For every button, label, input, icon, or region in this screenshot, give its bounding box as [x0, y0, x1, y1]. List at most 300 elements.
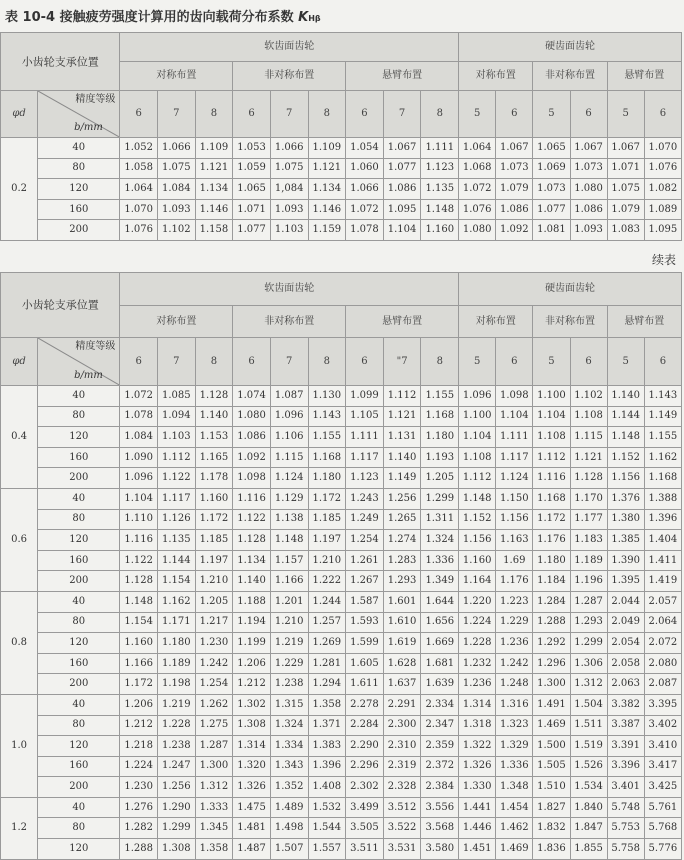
width-value: 160 — [38, 447, 120, 468]
factor-value: 1.454 — [496, 797, 533, 818]
factor-value: 1.228 — [459, 633, 496, 654]
factor-value: 3.556 — [421, 797, 459, 818]
factor-value: 1.146 — [308, 199, 346, 220]
factor-value: 1.108 — [570, 406, 607, 427]
grade-header: 8 — [195, 91, 233, 138]
table-row — [1, 612, 682, 633]
factor-value: 1.311 — [421, 509, 459, 530]
factor-value: 1.143 — [308, 406, 346, 427]
factor-value: 1.176 — [496, 571, 533, 592]
phi-value: 0.8 — [1, 591, 38, 694]
factor-value: 2.284 — [346, 715, 384, 736]
factor-value: 1.345 — [195, 818, 233, 839]
factor-value: 2.291 — [383, 694, 421, 715]
factor-value: 1.170 — [570, 488, 607, 509]
factor-value: 1.155 — [421, 386, 459, 407]
factor-value: 1.053 — [233, 138, 271, 159]
factor-value: 1.481 — [233, 818, 271, 839]
factor-value: 1.086 — [383, 179, 421, 200]
factor-value: 1.078 — [120, 406, 158, 427]
factor-value: 1.316 — [496, 694, 533, 715]
factor-value: 1.144 — [158, 550, 196, 571]
factor-value: 1.148 — [270, 530, 308, 551]
factor-value: 1.302 — [233, 694, 271, 715]
factor-value: 1.287 — [570, 591, 607, 612]
factor-value: 1.238 — [270, 674, 308, 695]
factor-value: 1.111 — [346, 427, 384, 448]
factor-value: 1.656 — [421, 612, 459, 633]
factor-value: 1.111 — [421, 138, 459, 159]
factor-value: 1.238 — [158, 736, 196, 757]
width-value: 120 — [38, 839, 120, 860]
width-value: 160 — [38, 756, 120, 777]
factor-value: 1.601 — [383, 591, 421, 612]
factor-value: 1.075 — [607, 179, 644, 200]
factor-value: 1.116 — [533, 468, 570, 489]
factor-value: 1.140 — [233, 571, 271, 592]
factor-value: 1.093 — [158, 199, 196, 220]
factor-value: 1.185 — [308, 509, 346, 530]
factor-value: 1.112 — [383, 386, 421, 407]
factor-value: 1.230 — [120, 777, 158, 798]
factor-value: 1.123 — [346, 468, 384, 489]
factor-value: 1.69 — [496, 550, 533, 571]
grade-header: 5 — [533, 338, 570, 386]
factor-value: 1.140 — [383, 447, 421, 468]
factor-value: 2.072 — [644, 633, 681, 654]
factor-value: 1.288 — [533, 612, 570, 633]
factor-value: 1.103 — [158, 427, 196, 448]
hard-gear-header: 硬齿面齿轮 — [459, 33, 682, 62]
factor-value: 1.184 — [533, 571, 570, 592]
factor-value: 2.334 — [421, 694, 459, 715]
factor-value: 1.219 — [158, 694, 196, 715]
factor-value: 1.096 — [459, 386, 496, 407]
factor-value: 1.168 — [308, 447, 346, 468]
factor-value: 1.117 — [158, 488, 196, 509]
factor-value: 1.282 — [120, 818, 158, 839]
factor-value: 1.293 — [570, 612, 607, 633]
factor-value: 1.222 — [308, 571, 346, 592]
factor-value: 1.395 — [607, 571, 644, 592]
factor-value: 1.069 — [533, 158, 570, 179]
factor-value: 3.417 — [644, 756, 681, 777]
arrangement-header: 对称布置 — [120, 62, 233, 91]
factor-value: 1.168 — [421, 406, 459, 427]
factor-value: 5.758 — [607, 839, 644, 860]
grade-header: 7 — [158, 91, 196, 138]
factor-value: 1.469 — [496, 839, 533, 860]
factor-value: 1.070 — [120, 199, 158, 220]
factor-value: 1.274 — [383, 530, 421, 551]
arrangement-header: 对称布置 — [120, 306, 233, 338]
grade-header: 5 — [607, 338, 644, 386]
factor-value: 1.140 — [607, 386, 644, 407]
factor-value: 1.172 — [195, 509, 233, 530]
factor-value: 1.157 — [270, 550, 308, 571]
factor-value: 1.115 — [570, 427, 607, 448]
factor-value: 1.197 — [308, 530, 346, 551]
factor-value: 1.080 — [233, 406, 271, 427]
factor-value: 5.776 — [644, 839, 681, 860]
factor-value: 1.230 — [195, 633, 233, 654]
factor-value: 1.096 — [120, 468, 158, 489]
factor-value: 1.587 — [346, 591, 384, 612]
factor-value: 1.827 — [533, 797, 570, 818]
factor-value: 1.076 — [644, 158, 681, 179]
factor-value: 1.244 — [308, 591, 346, 612]
table-row — [1, 694, 682, 715]
factor-value: 1.104 — [459, 427, 496, 448]
factor-value: 1.326 — [459, 756, 496, 777]
factor-value: 1.487 — [233, 839, 271, 860]
factor-value: 2.300 — [383, 715, 421, 736]
factor-value: 1.177 — [570, 509, 607, 530]
factor-value: 1.086 — [570, 199, 607, 220]
grade-header: 6 — [644, 338, 681, 386]
factor-value: 1.155 — [308, 427, 346, 448]
factor-value: 1.065 — [233, 179, 271, 200]
factor-value: 3.396 — [607, 756, 644, 777]
factor-value: 1.300 — [195, 756, 233, 777]
factor-value: 2.054 — [607, 633, 644, 654]
factor-value: 1.075 — [158, 158, 196, 179]
width-value: 120 — [38, 179, 120, 200]
factor-value: 1.079 — [607, 199, 644, 220]
factor-value: 1.153 — [195, 427, 233, 448]
arrangement-header: 悬臂布置 — [607, 306, 681, 338]
factor-value: 1.288 — [120, 839, 158, 860]
width-value: 200 — [38, 571, 120, 592]
factor-value: 3.499 — [346, 797, 384, 818]
factor-value: 3.387 — [607, 715, 644, 736]
factor-value: 1.152 — [607, 447, 644, 468]
factor-value: 1.106 — [270, 427, 308, 448]
factor-value: 1.073 — [496, 158, 533, 179]
factor-value: 1.070 — [644, 138, 681, 159]
factor-value: 1.185 — [195, 530, 233, 551]
factor-value: 2.310 — [383, 736, 421, 757]
factor-value: 1.832 — [533, 818, 570, 839]
factor-value: 1.084 — [158, 179, 196, 200]
factor-value: 1.098 — [233, 468, 271, 489]
factor-value: 1.205 — [195, 591, 233, 612]
factor-value: 1.122 — [233, 509, 271, 530]
factor-value: 1.087 — [270, 386, 308, 407]
factor-value: 1.229 — [496, 612, 533, 633]
table-title — [5, 6, 321, 25]
factor-value: 1.156 — [459, 530, 496, 551]
factor-value: 1.475 — [233, 797, 271, 818]
factor-value: 1.249 — [346, 509, 384, 530]
factor-value: 1.510 — [533, 777, 570, 798]
factor-value: 1.163 — [496, 530, 533, 551]
load-factor-table-part1 — [0, 32, 682, 241]
phi-value: 1.0 — [1, 694, 38, 797]
phi-value: 0.2 — [1, 138, 38, 241]
factor-value: 1.104 — [533, 406, 570, 427]
table-row — [1, 571, 682, 592]
factor-value: 1.599 — [346, 633, 384, 654]
table-row — [1, 386, 682, 407]
factor-value: 1.080 — [570, 179, 607, 200]
table-title-text: 表 10-4 接触疲劳强度计算用的齿向载荷分布系数 — [5, 10, 299, 25]
factor-value: 1.644 — [421, 591, 459, 612]
factor-value: 1,084 — [270, 179, 308, 200]
width-value: 40 — [38, 797, 120, 818]
factor-value: 1.158 — [195, 220, 233, 241]
factor-value: 1.159 — [308, 220, 346, 241]
soft-gear-header: 软齿面齿轮 — [120, 273, 459, 306]
factor-value: 1.299 — [158, 818, 196, 839]
factor-value: 1.323 — [496, 715, 533, 736]
factor-value: 1.077 — [533, 199, 570, 220]
factor-value: 1.176 — [533, 530, 570, 551]
factor-value: 1.112 — [459, 468, 496, 489]
table-row — [1, 818, 682, 839]
soft-gear-header: 软齿面齿轮 — [120, 33, 459, 62]
factor-value: 1.122 — [158, 468, 196, 489]
factor-value: 1.180 — [533, 550, 570, 571]
factor-value: 1.376 — [607, 488, 644, 509]
factor-value: 1.557 — [308, 839, 346, 860]
width-value: 200 — [38, 468, 120, 489]
factor-value: 1.066 — [158, 138, 196, 159]
factor-value: 1.283 — [383, 550, 421, 571]
factor-value: 1.074 — [233, 386, 271, 407]
factor-value: 1.149 — [644, 406, 681, 427]
factor-value: 1.628 — [383, 653, 421, 674]
factor-value: 1.324 — [421, 530, 459, 551]
grade-header: 6 — [120, 338, 158, 386]
factor-value: 1.308 — [233, 715, 271, 736]
factor-value: 1.419 — [644, 571, 681, 592]
factor-value: 1.099 — [346, 386, 384, 407]
factor-value: 3.391 — [607, 736, 644, 757]
factor-value: 1.071 — [233, 199, 271, 220]
factor-value: 1.188 — [233, 591, 271, 612]
factor-value: 1.639 — [421, 674, 459, 695]
factor-value: 1.150 — [496, 488, 533, 509]
factor-value: 1.247 — [158, 756, 196, 777]
factor-value: 3.402 — [644, 715, 681, 736]
factor-value: 1.275 — [195, 715, 233, 736]
factor-value: 2.347 — [421, 715, 459, 736]
table-row — [1, 736, 682, 757]
factor-value: 1.172 — [308, 488, 346, 509]
factor-value: 2.044 — [607, 591, 644, 612]
factor-value: 1.324 — [270, 715, 308, 736]
factor-value: 1.526 — [570, 756, 607, 777]
arrangement-header: 悬臂布置 — [346, 306, 459, 338]
grade-header: 6 — [346, 338, 384, 386]
table-row — [1, 138, 682, 159]
table-row — [1, 756, 682, 777]
factor-value: 2.290 — [346, 736, 384, 757]
factor-value: 1.160 — [421, 220, 459, 241]
grade-header: 6 — [570, 91, 607, 138]
factor-value: 1.314 — [233, 736, 271, 757]
factor-value: 1.108 — [459, 447, 496, 468]
factor-value: 1.112 — [533, 447, 570, 468]
factor-value: 1.090 — [120, 447, 158, 468]
factor-value: 1.105 — [346, 406, 384, 427]
grade-header: 6 — [233, 338, 271, 386]
factor-value: 1.082 — [644, 179, 681, 200]
factor-value: 1.189 — [158, 653, 196, 674]
table-row — [1, 591, 682, 612]
factor-value: 1.135 — [158, 530, 196, 551]
factor-value: 1.122 — [120, 550, 158, 571]
table-row — [1, 550, 682, 571]
factor-value: 1.121 — [570, 447, 607, 468]
factor-value: 1.100 — [533, 386, 570, 407]
factor-value: 1.269 — [308, 633, 346, 654]
width-value: 80 — [38, 818, 120, 839]
factor-value: 1.121 — [195, 158, 233, 179]
factor-value: 1.148 — [120, 591, 158, 612]
phi-header: φd — [1, 91, 38, 138]
factor-value: 1.219 — [270, 633, 308, 654]
factor-value: 1.197 — [195, 550, 233, 571]
factor-value: 1.073 — [570, 158, 607, 179]
factor-value: 1.544 — [308, 818, 346, 839]
grade-header: 8 — [308, 91, 346, 138]
factor-value: 1.134 — [195, 179, 233, 200]
factor-value: 1.165 — [195, 447, 233, 468]
factor-value: 1.172 — [120, 674, 158, 695]
factor-value: 1.236 — [496, 633, 533, 654]
factor-value: 1.242 — [496, 653, 533, 674]
arrangement-header: 非对称布置 — [533, 306, 607, 338]
factor-value: 1.098 — [496, 386, 533, 407]
width-value: 120 — [38, 530, 120, 551]
factor-value: 1.504 — [570, 694, 607, 715]
factor-value: 1.198 — [158, 674, 196, 695]
factor-value: 1.111 — [496, 427, 533, 448]
factor-value: 1.265 — [383, 509, 421, 530]
factor-value: 2.049 — [607, 612, 644, 633]
factor-value: 1.396 — [644, 509, 681, 530]
factor-value: 1.134 — [308, 179, 346, 200]
width-value: 40 — [38, 694, 120, 715]
table-row — [1, 158, 682, 179]
factor-value: 1.292 — [533, 633, 570, 654]
factor-value: 1.054 — [346, 138, 384, 159]
factor-value: 1.637 — [383, 674, 421, 695]
factor-value: 1.110 — [120, 509, 158, 530]
factor-value: 1.131 — [383, 427, 421, 448]
grade-header: 7 — [270, 338, 308, 386]
factor-value: 1.232 — [459, 653, 496, 674]
factor-value: 1.498 — [270, 818, 308, 839]
factor-value: 1.300 — [533, 674, 570, 695]
grade-header: 6 — [120, 91, 158, 138]
factor-value: 1.236 — [459, 674, 496, 695]
factor-value: 1.610 — [383, 612, 421, 633]
factor-value: 1.446 — [459, 818, 496, 839]
table-title-subscript: Hβ — [308, 14, 321, 23]
factor-value: 1.124 — [270, 468, 308, 489]
grade-header: "7 — [383, 338, 421, 386]
factor-value: 3.522 — [383, 818, 421, 839]
phi-value: 0.6 — [1, 488, 38, 591]
factor-value: 1.168 — [533, 488, 570, 509]
factor-value: 1.115 — [270, 447, 308, 468]
arrangement-header: 悬臂布置 — [607, 62, 681, 91]
load-factor-table-part2 — [0, 272, 682, 860]
support-position-header — [1, 33, 120, 91]
factor-value: 1.156 — [607, 468, 644, 489]
factor-value: 1.390 — [607, 550, 644, 571]
table-row — [1, 797, 682, 818]
factor-value: 1.171 — [158, 612, 196, 633]
width-value: 120 — [38, 633, 120, 654]
factor-value: 1.593 — [346, 612, 384, 633]
factor-value: 2.328 — [383, 777, 421, 798]
factor-value: 1.441 — [459, 797, 496, 818]
table-row — [1, 406, 682, 427]
grade-header: 5 — [533, 91, 570, 138]
factor-value: 1.306 — [570, 653, 607, 674]
factor-value: 1.072 — [346, 199, 384, 220]
factor-value: 1.183 — [570, 530, 607, 551]
factor-value: 1.154 — [120, 612, 158, 633]
factor-value: 1.491 — [533, 694, 570, 715]
factor-value: 5.753 — [607, 818, 644, 839]
factor-value: 3.382 — [607, 694, 644, 715]
factor-value: 1.836 — [533, 839, 570, 860]
factor-value: 1.299 — [421, 488, 459, 509]
table-row — [1, 220, 682, 241]
factor-value: 1.267 — [346, 571, 384, 592]
grade-header: 6 — [233, 91, 271, 138]
table-row — [1, 179, 682, 200]
grade-header: 7 — [270, 91, 308, 138]
factor-value: 2.359 — [421, 736, 459, 757]
arrangement-header: 非对称布置 — [233, 306, 346, 338]
factor-value: 1.855 — [570, 839, 607, 860]
factor-value: 1.140 — [195, 406, 233, 427]
factor-value: 1.352 — [270, 777, 308, 798]
factor-value: 1.507 — [270, 839, 308, 860]
factor-value: 1.396 — [308, 756, 346, 777]
width-value: 80 — [38, 715, 120, 736]
factor-value: 1.296 — [533, 653, 570, 674]
factor-value: 1.210 — [270, 612, 308, 633]
width-value: 120 — [38, 736, 120, 757]
factor-value: 1.124 — [496, 468, 533, 489]
support-position-label: 小齿轮支承位置 — [21, 298, 99, 312]
factor-value: 1.075 — [270, 158, 308, 179]
factor-value: 1.109 — [308, 138, 346, 159]
factor-value: 1.121 — [308, 158, 346, 179]
table-row — [1, 447, 682, 468]
factor-value: 1.217 — [195, 612, 233, 633]
factor-value: 1.358 — [308, 694, 346, 715]
factor-value: 1.180 — [158, 633, 196, 654]
factor-value: 2.296 — [346, 756, 384, 777]
factor-value: 1.336 — [496, 756, 533, 777]
factor-value: 1.194 — [233, 612, 271, 633]
table-row — [1, 509, 682, 530]
factor-value: 1.148 — [607, 427, 644, 448]
factor-value: 1.284 — [533, 591, 570, 612]
factor-value: 1.840 — [570, 797, 607, 818]
factor-value: 1.343 — [270, 756, 308, 777]
factor-value: 1.261 — [346, 550, 384, 571]
factor-value: 1.112 — [158, 447, 196, 468]
